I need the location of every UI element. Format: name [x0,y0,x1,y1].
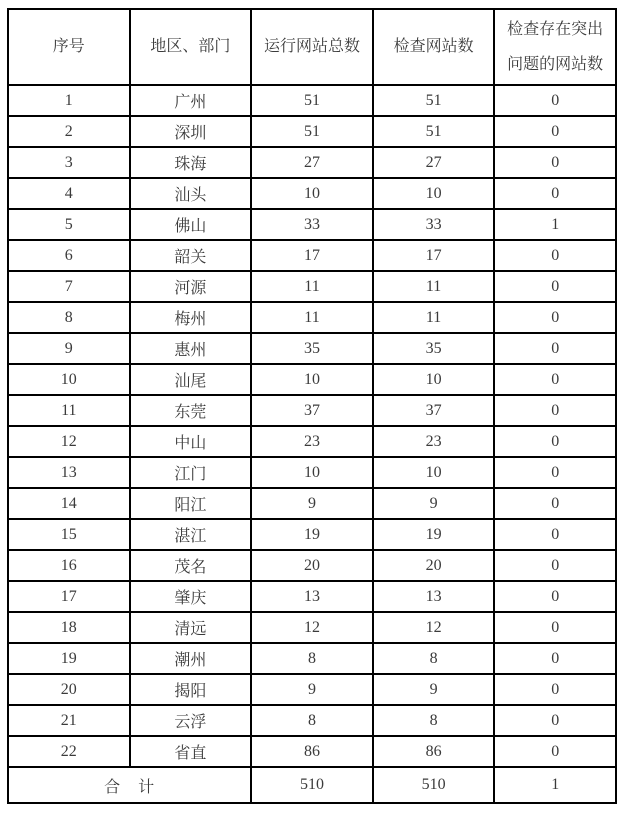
column-header-text: 地区、部门 [150,38,231,56]
cell-serial: 5 [8,209,130,240]
table-row [8,705,616,736]
table-row [8,116,616,147]
cell-serial: 13 [8,457,130,488]
table-row [8,612,616,643]
cell-region: 省直 [130,736,252,767]
cell-serial: 17 [8,581,130,612]
table-row [8,240,616,271]
total-running-cell: 510 [251,767,373,803]
cell-region: 清远 [130,612,252,643]
cell-running-total: 51 [251,116,373,147]
cell-issue-count: 0 [494,147,616,178]
cell-serial: 16 [8,550,130,581]
column-header-text: 检查网站数 [393,38,474,56]
cell-issue-count: 0 [494,550,616,581]
cell-issue-count: 0 [494,426,616,457]
cell-serial: 11 [8,395,130,426]
cell-region: 肇庆 [130,581,252,612]
table-row [8,488,616,519]
cell-running-total: 33 [251,209,373,240]
cell-issue-count: 0 [494,705,616,736]
cell-running-total: 86 [251,736,373,767]
cell-checked-count: 23 [373,426,495,457]
table-row [8,333,616,364]
cell-issue-count: 0 [494,674,616,705]
cell-region: 梅州 [130,302,252,333]
cell-serial: 20 [8,674,130,705]
cell-issue-count: 0 [494,302,616,333]
cell-region: 湛江 [130,519,252,550]
cell-region: 阳江 [130,488,252,519]
table-row [8,271,616,302]
total-issues-cell: 1 [494,767,616,803]
cell-checked-count: 9 [373,674,495,705]
table-row [8,674,616,705]
cell-region: 河源 [130,271,252,302]
column-header-running [251,9,373,85]
table-row [8,519,616,550]
table-row [8,178,616,209]
cell-checked-count: 8 [373,643,495,674]
cell-checked-count: 51 [373,116,495,147]
cell-serial: 14 [8,488,130,519]
column-header-checked [373,9,495,85]
cell-issue-count: 0 [494,488,616,519]
column-header-text: 检查存在突出 [507,20,604,38]
cell-region: 揭阳 [130,674,252,705]
table-foot [8,767,616,803]
table-row [8,209,616,240]
cell-serial: 3 [8,147,130,178]
cell-issue-count: 0 [494,271,616,302]
table-row [8,581,616,612]
cell-running-total: 9 [251,674,373,705]
table-row [8,550,616,581]
cell-checked-count: 10 [373,364,495,395]
total-checked-cell: 510 [373,767,495,803]
cell-serial: 12 [8,426,130,457]
column-header-region [130,9,252,85]
cell-issue-count: 0 [494,364,616,395]
cell-region: 广州 [130,85,252,116]
total-row [8,767,616,803]
cell-region: 深圳 [130,116,252,147]
cell-serial: 7 [8,271,130,302]
cell-issue-count: 0 [494,333,616,364]
cell-running-total: 27 [251,147,373,178]
cell-running-total: 11 [251,302,373,333]
cell-region: 佛山 [130,209,252,240]
cell-issue-count: 1 [494,209,616,240]
cell-checked-count: 13 [373,581,495,612]
table-row [8,302,616,333]
cell-running-total: 8 [251,643,373,674]
cell-checked-count: 20 [373,550,495,581]
cell-checked-count: 11 [373,302,495,333]
cell-serial: 6 [8,240,130,271]
cell-serial: 9 [8,333,130,364]
cell-checked-count: 17 [373,240,495,271]
cell-running-total: 51 [251,85,373,116]
table-row [8,426,616,457]
cell-region: 珠海 [130,147,252,178]
cell-serial: 8 [8,302,130,333]
table-row [8,457,616,488]
table-row [8,395,616,426]
cell-checked-count: 37 [373,395,495,426]
cell-running-total: 23 [251,426,373,457]
inspection-table [7,8,617,804]
header-row [8,9,616,85]
cell-checked-count: 35 [373,333,495,364]
table-row [8,364,616,395]
cell-issue-count: 0 [494,178,616,209]
table-row [8,85,616,116]
table-row [8,147,616,178]
table-body [8,85,616,767]
cell-serial: 4 [8,178,130,209]
cell-checked-count: 19 [373,519,495,550]
cell-serial: 2 [8,116,130,147]
cell-checked-count: 33 [373,209,495,240]
cell-running-total: 20 [251,550,373,581]
cell-running-total: 11 [251,271,373,302]
cell-issue-count: 0 [494,395,616,426]
cell-serial: 18 [8,612,130,643]
cell-checked-count: 10 [373,457,495,488]
table-head [8,9,616,85]
cell-serial: 1 [8,85,130,116]
cell-region: 东莞 [130,395,252,426]
table-row [8,736,616,767]
cell-region: 汕尾 [130,364,252,395]
column-header-text: 序号 [52,38,85,56]
cell-region: 潮州 [130,643,252,674]
cell-serial: 21 [8,705,130,736]
cell-running-total: 19 [251,519,373,550]
cell-running-total: 8 [251,705,373,736]
cell-checked-count: 27 [373,147,495,178]
cell-region: 汕头 [130,178,252,209]
cell-region: 云浮 [130,705,252,736]
cell-region: 茂名 [130,550,252,581]
cell-region: 韶关 [130,240,252,271]
column-header-text: 运行网站总数 [263,38,360,56]
cell-running-total: 12 [251,612,373,643]
cell-running-total: 13 [251,581,373,612]
cell-running-total: 9 [251,488,373,519]
cell-region: 惠州 [130,333,252,364]
cell-serial: 19 [8,643,130,674]
cell-region: 中山 [130,426,252,457]
cell-issue-count: 0 [494,85,616,116]
cell-running-total: 10 [251,457,373,488]
cell-serial: 22 [8,736,130,767]
cell-checked-count: 86 [373,736,495,767]
cell-running-total: 37 [251,395,373,426]
cell-checked-count: 10 [373,178,495,209]
cell-issue-count: 0 [494,519,616,550]
cell-issue-count: 0 [494,736,616,767]
column-header-text: 问题的网站数 [507,56,604,73]
cell-issue-count: 0 [494,457,616,488]
cell-checked-count: 12 [373,612,495,643]
cell-running-total: 10 [251,364,373,395]
column-header-serial [8,9,130,85]
cell-checked-count: 9 [373,488,495,519]
cell-serial: 10 [8,364,130,395]
cell-running-total: 35 [251,333,373,364]
column-header-issues [494,9,616,85]
cell-running-total: 17 [251,240,373,271]
cell-issue-count: 0 [494,581,616,612]
table-row [8,643,616,674]
cell-region: 江门 [130,457,252,488]
total-label-cell: 合 计 [8,767,251,803]
cell-checked-count: 8 [373,705,495,736]
cell-issue-count: 0 [494,612,616,643]
cell-issue-count: 0 [494,643,616,674]
cell-checked-count: 51 [373,85,495,116]
cell-issue-count: 0 [494,116,616,147]
cell-issue-count: 0 [494,240,616,271]
cell-running-total: 10 [251,178,373,209]
cell-serial: 15 [8,519,130,550]
cell-checked-count: 11 [373,271,495,302]
